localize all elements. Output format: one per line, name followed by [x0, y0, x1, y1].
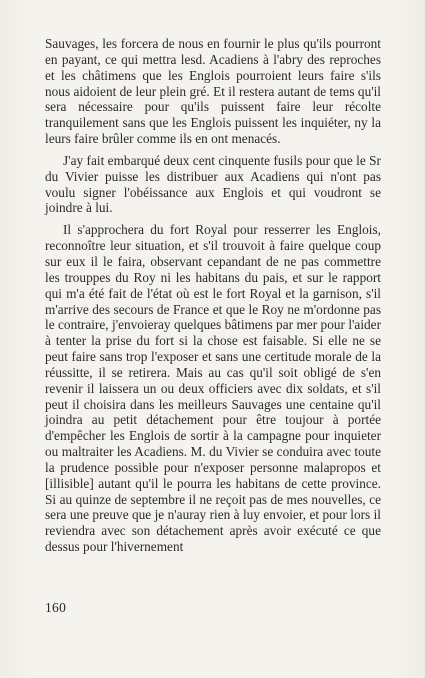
paragraph-2: J'ay fait embarqué deux cent cinquente fusils pour que le Sr du Vivier puisse les distribuer aux Acadiens qui n'ont pas voulu signer l'obéissance aux Englois et qui voudront se joindre à lui.	[45, 152, 381, 216]
page-number: 160	[45, 600, 67, 615]
paragraph-1: Sauvages, les forcera de nous en fournir le plus qu'ils pourront en payant, ce qui mettra lesd. Acadiens à l'abry des reproches et les châtimens que les Englois pourroient leurs faire s'ils nous aidoient de leur plein gré. Et il restera autant de tems qu'il sera nécessaire pour qu'ils puissent faire leur récolte tranquilement sans que les Englois puissent les inquiéter, ny la leurs faire brûler comme ils en ont menacés.	[45, 36, 381, 147]
paragraph-3: Il s'approchera du fort Royal pour resserrer les Englois, reconnoître leur situation, et s'il trouvoit à faire quelque coup sur eux il le faira, observant cepandant de ne pas commettre les trouppes du Roy ni les habitans du pais, et sur le rapport qui m'a été fait de l'état où est le fort Royal et la garnison, s'il m'arrive des secours de France et que le Roy ne m'ordonne pas le contraire, j'envoieray quelques bâtimens par mer pour l'aider à tenter la prise du fort si la chose est faisable. Si elle ne se peut faire sans trop l'exposer et sans une certitude morale de la réussitte, il se retirera. Mais au cas qu'il soit obligé de s'en revenir il laissera un ou deux officiers avec dix soldats, et s'il peut il choisira dans les meilleurs Sauvages une centaine qu'il joindra au petit détachement pour être toujour à portée d'empêcher les Englois de sortir à la campagne pour inquieter ou maltraiter les Acadiens. M. du Vivier se conduira avec toute la prudence possible pour n'exposer personne malapropos et [illisible] autant qu'il le pourra les habitans de cette province. Si au quinze de septembre il ne reçoit pas de mes nouvelles, ce sera une preuve que je n'auray rien à luy envoier, et pour lors il reviendra avec son détachement après avoir exécuté ce que dessus pour l'hivernement	[45, 222, 381, 555]
page-body-text	[45, 36, 381, 561]
